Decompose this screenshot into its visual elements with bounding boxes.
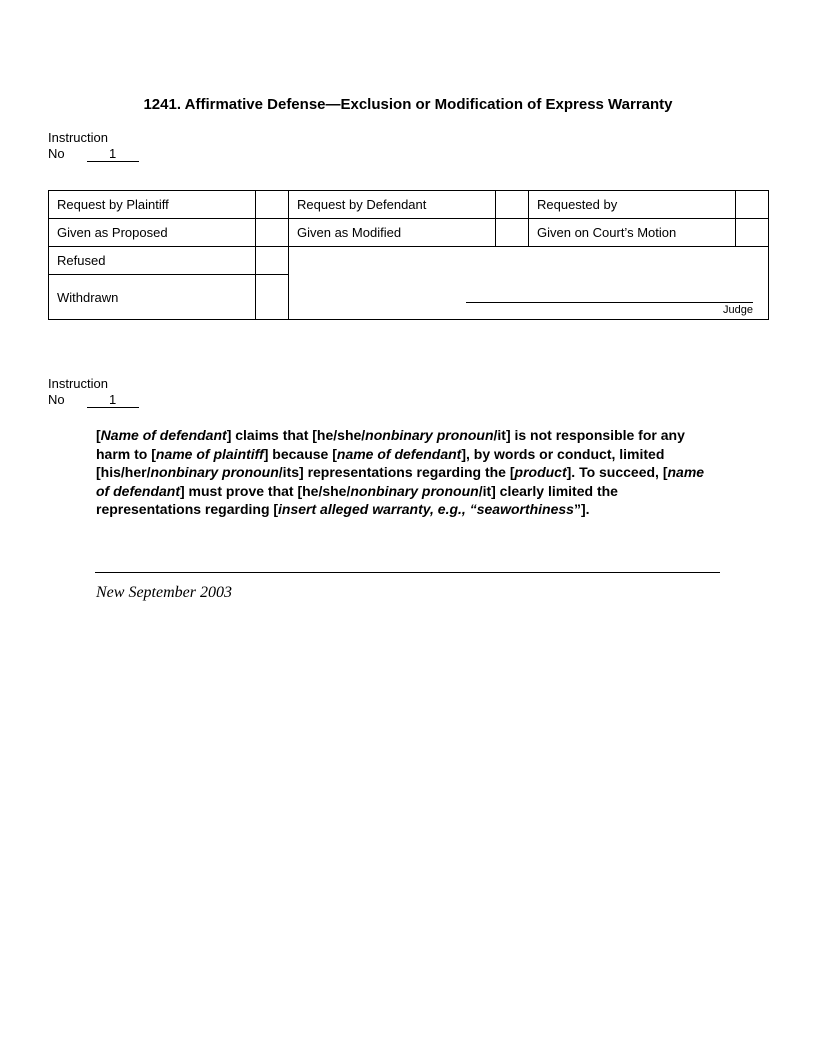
page-title: 1241. Affirmative Defense—Exclusion or Modification of Express Warranty xyxy=(143,96,673,113)
table-row xyxy=(49,247,769,275)
cell-request-by-plaintiff: Request by Plaintiff xyxy=(49,191,256,219)
instruction-number-value: 1 xyxy=(87,392,139,408)
footer-divider xyxy=(95,572,720,573)
cell-given-on-courts-motion: Given on Court’s Motion xyxy=(529,219,736,247)
judge-signature-line xyxy=(466,302,753,303)
mark-cell-withdrawn xyxy=(256,275,289,320)
table-row xyxy=(49,219,769,247)
instruction-label: Instruction xyxy=(48,376,108,391)
mark-cell-requested-by xyxy=(736,191,769,219)
instruction-label: Instruction xyxy=(48,130,108,145)
table-row xyxy=(49,191,769,219)
mark-cell-request-by-defendant xyxy=(496,191,529,219)
mark-cell-refused xyxy=(256,247,289,275)
instruction-number-value: 1 xyxy=(87,146,139,162)
mark-cell-request-by-plaintiff xyxy=(256,191,289,219)
instruction-text: [Name of defendant] claims that [he/she/nonbinary pronoun/it] is not responsible for any harm to [name of plaintiff] because [name of defendant], by words or conduct, limited [his/her/nonbinary pronoun/its] representations regarding the [product]. To succeed, [name of defendant] must prove that [he/she/nonbinary pronoun/it] clearly limited the representations regarding [insert alleged warranty, e.g., “seaworthiness”]. xyxy=(96,427,705,517)
revision-note: New September 2003 xyxy=(96,584,232,601)
cell-refused: Refused xyxy=(49,247,256,275)
instruction-number-block-top xyxy=(48,130,139,162)
judge-label: Judge xyxy=(723,304,753,316)
cell-given-as-modified: Given as Modified xyxy=(289,219,496,247)
cell-requested-by: Requested by xyxy=(529,191,736,219)
cell-request-by-defendant: Request by Defendant xyxy=(289,191,496,219)
mark-cell-given-on-courts-motion xyxy=(736,219,769,247)
instruction-no-label: No xyxy=(48,146,65,161)
mark-cell-given-as-proposed xyxy=(256,219,289,247)
judge-signature-block xyxy=(466,302,753,316)
cell-given-as-proposed: Given as Proposed xyxy=(49,219,256,247)
cell-withdrawn: Withdrawn xyxy=(49,275,256,320)
disposition-table xyxy=(48,190,769,320)
mark-cell-given-as-modified xyxy=(496,219,529,247)
instruction-no-label: No xyxy=(48,392,65,407)
instruction-number-block-bottom xyxy=(48,376,139,408)
judge-signature-cell xyxy=(289,247,769,320)
